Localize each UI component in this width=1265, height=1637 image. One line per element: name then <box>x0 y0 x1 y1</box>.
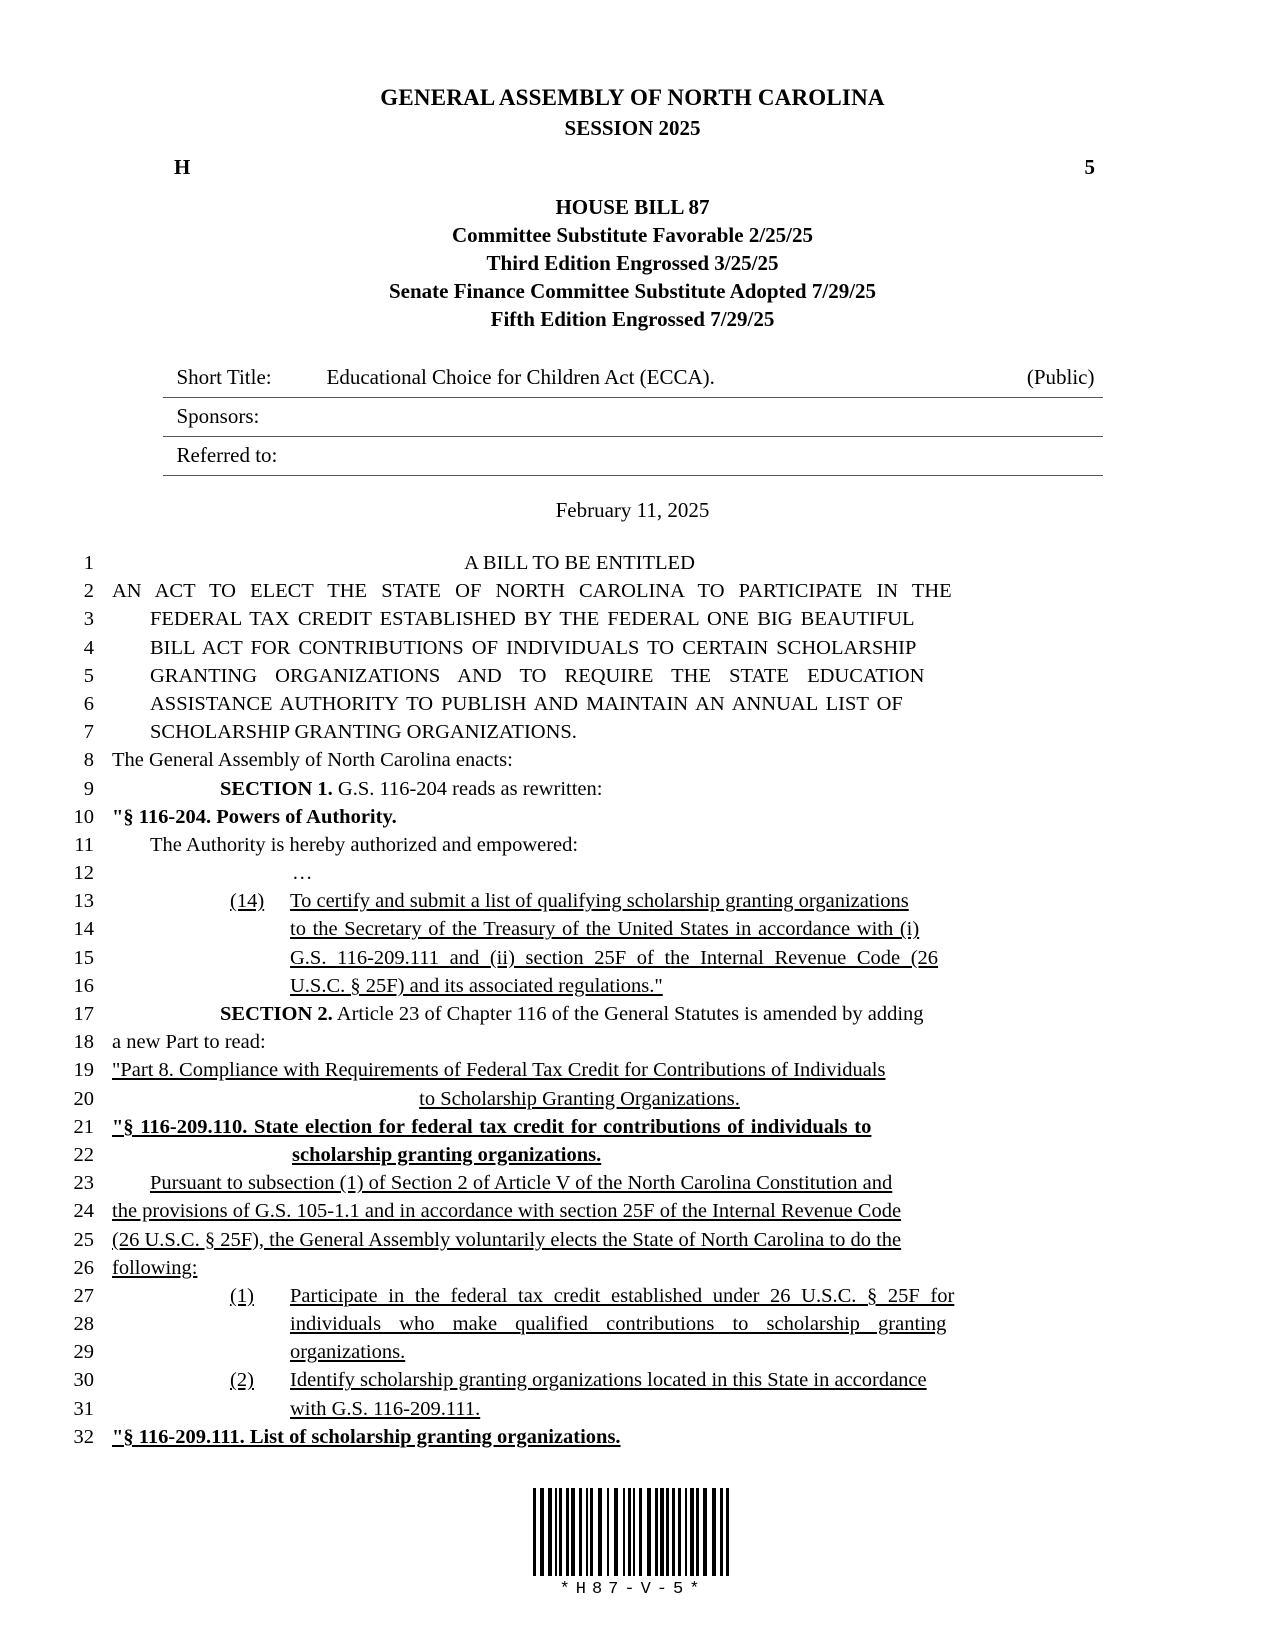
text-line <box>0 1423 1265 1451</box>
text-line <box>0 605 1265 633</box>
line-number: 28 <box>73 1313 94 1336</box>
referred-value <box>327 437 957 476</box>
item-text-underlined: U.S.C. § 25F) and its associated regulations." <box>290 974 663 997</box>
line-text: AN ACT TO ELECT THE STATE OF NORTH CAROLINA TO PARTICIPATE IN THE <box>112 580 952 603</box>
line-text <box>112 1366 1047 1394</box>
item-text: Participate in the federal tax credit established under 26 U.S.C. § 25F for <box>290 1284 955 1307</box>
line-number: 9 <box>83 777 94 800</box>
text-line <box>0 1056 1265 1084</box>
text-line <box>0 1310 1265 1338</box>
text-line <box>0 662 1265 690</box>
line-number: 26 <box>73 1256 94 1279</box>
barcode-area <box>0 1475 1265 1599</box>
session-title: SESSION 2025 <box>564 116 701 140</box>
sponsors-value <box>327 398 957 437</box>
line-text: (26 U.S.C. § 25F), the General Assembly voluntarily elects the State of North Carolina to do the <box>112 1228 902 1251</box>
line-number: 13 <box>73 890 94 913</box>
section-label: SECTION 2. <box>220 1003 333 1025</box>
line-number: 18 <box>73 1031 94 1054</box>
short-title-value: Educational Choice for Children Act (ECCA). <box>326 365 715 389</box>
barcode-text: *H87-V-5* <box>559 1580 706 1599</box>
item-marker-spacer <box>112 1338 290 1366</box>
text-line <box>0 1113 1265 1141</box>
line-text: "§ 116-209.110. State election for federal tax credit for contributions of individuals to <box>112 1115 872 1138</box>
item-marker-spacer <box>112 944 290 972</box>
line-text <box>112 1169 1085 1197</box>
line-number: 1 <box>83 552 94 574</box>
text-line <box>0 1338 1265 1366</box>
text-line <box>0 887 1265 915</box>
chamber-row <box>0 155 1265 189</box>
item-text: To certify and submit a list of qualifying scholarship granting organizations <box>290 890 909 913</box>
line-number: 8 <box>83 749 94 772</box>
line-text <box>112 1254 1047 1282</box>
line-text <box>112 1282 1047 1310</box>
line-text <box>112 1141 1227 1169</box>
line-text: A BILL TO BE ENTITLED <box>464 552 695 574</box>
line-number: 2 <box>83 580 94 603</box>
item-text: G.S. 116-209.111 and (ii) section 25F of the Internal Revenue Code (26 <box>290 946 939 969</box>
bill-number: HOUSE BILL 87 <box>555 195 710 219</box>
sponsors-spacer <box>957 398 1103 437</box>
bill-edition-3: Senate Finance Committee Substitute Adopted 7/29/25 <box>388 279 877 303</box>
text-line <box>0 859 1265 887</box>
item-text: Identify scholarship granting organizations located in this State in accordance <box>290 1369 927 1392</box>
line-text: The Authority is hereby authorized and empowered: <box>150 833 579 856</box>
public-label: (Public) <box>1026 365 1095 389</box>
text-line <box>0 944 1265 972</box>
line-text <box>112 1423 1047 1451</box>
item-marker: (2) <box>230 1369 254 1392</box>
line-text <box>112 972 1047 1000</box>
line-number: 10 <box>73 805 94 828</box>
line-text: the provisions of G.S. 105-1.1 and in accordance with section 25F of the Internal Revenue Code <box>112 1200 902 1223</box>
line-text <box>112 1338 1047 1366</box>
bill-info-table <box>163 359 1103 475</box>
item-marker: (1) <box>230 1284 254 1307</box>
item-marker-spacer <box>112 1310 290 1338</box>
referred-label: Referred to: <box>176 443 278 467</box>
line-text-underlined: Pursuant to subsection (1) of Section 2 of Article V of the North Carolina Constitution and <box>150 1172 893 1195</box>
line-number: 16 <box>73 974 94 997</box>
line-number: 3 <box>83 608 94 631</box>
bill-body <box>0 549 1265 1451</box>
text-line <box>0 775 1265 803</box>
text-line <box>0 718 1265 746</box>
line-text <box>112 1395 1047 1423</box>
bill-edition-1: Committee Substitute Favorable 2/25/25 <box>451 223 814 247</box>
line-text <box>112 775 1155 803</box>
line-number: 11 <box>74 833 94 856</box>
text-line <box>0 1226 1265 1254</box>
text-line <box>0 1000 1265 1028</box>
barcode-image <box>533 1488 733 1576</box>
line-text: … <box>292 862 313 885</box>
text-line <box>0 690 1265 718</box>
line-number: 14 <box>73 918 94 941</box>
referred-row <box>163 437 1103 476</box>
text-line <box>0 915 1265 943</box>
line-number: 20 <box>73 1087 94 1110</box>
assembly-title: GENERAL ASSEMBLY OF NORTH CAROLINA <box>380 85 885 110</box>
line-text: ASSISTANCE AUTHORITY TO PUBLISH AND MAINTAIN AN ANNUAL LIST OF <box>150 692 903 715</box>
section-text: G.S. 116-204 reads as rewritten: <box>332 777 603 800</box>
info-bottom-rule <box>163 475 1103 476</box>
line-text <box>112 1310 1047 1338</box>
line-text-underlined: "§ 116-209.111. List of scholarship granting organizations. <box>112 1425 621 1448</box>
line-text-underlined: scholarship granting organizations. <box>292 1143 602 1166</box>
text-line <box>0 746 1265 774</box>
text-line <box>0 1028 1265 1056</box>
section-text: Article 23 of Chapter 116 of the General Statutes is amended by adding <box>332 1003 924 1025</box>
masthead <box>0 0 1265 143</box>
line-text: FEDERAL TAX CREDIT ESTABLISHED BY THE FEDERAL ONE BIG BEAUTIFUL <box>150 608 915 631</box>
text-line <box>0 1169 1265 1197</box>
item-marker: (14) <box>230 890 265 913</box>
line-text <box>112 915 1047 943</box>
text-line <box>0 803 1265 831</box>
text-line <box>0 1085 1265 1113</box>
line-number: 6 <box>83 692 94 715</box>
line-number: 7 <box>83 721 94 744</box>
line-number: 25 <box>73 1228 94 1251</box>
text-line <box>0 577 1265 605</box>
line-text: GRANTING ORGANIZATIONS AND TO REQUIRE THE STATE EDUCATION <box>150 664 925 687</box>
bill-edition-2: Third Edition Engrossed 3/25/25 <box>486 251 779 275</box>
line-number: 30 <box>73 1369 94 1392</box>
short-title-row <box>163 359 1103 398</box>
text-line <box>0 1282 1265 1310</box>
sponsors-row <box>163 398 1103 437</box>
line-text <box>112 887 1047 915</box>
referred-spacer <box>957 437 1103 476</box>
text-line <box>0 1254 1265 1282</box>
bill-edition-4: Fifth Edition Engrossed 7/29/25 <box>490 307 775 331</box>
line-text-underlined: following: <box>112 1256 198 1279</box>
item-text: to the Secretary of the Treasury of the United States in accordance with (i) <box>290 918 920 941</box>
short-title-label: Short Title: <box>176 365 272 389</box>
text-line <box>0 1141 1265 1169</box>
item-text <box>290 1338 1047 1366</box>
text-line <box>0 1197 1265 1225</box>
line-number: 12 <box>73 862 94 885</box>
line-number: 31 <box>73 1397 94 1420</box>
item-text-underlined: organizations. <box>290 1341 406 1364</box>
line-text: The General Assembly of North Carolina enacts: <box>112 749 513 772</box>
line-number: 23 <box>73 1172 94 1195</box>
sponsors-label: Sponsors: <box>176 404 260 428</box>
line-number: 24 <box>73 1200 94 1223</box>
item-text-underlined: with G.S. 116-209.111. <box>290 1397 481 1420</box>
line-text: a new Part to read: <box>112 1031 266 1054</box>
text-line <box>0 634 1265 662</box>
line-number: 5 <box>83 664 94 687</box>
line-number: 29 <box>73 1341 94 1364</box>
item-text: individuals who make qualified contributions to scholarship granting <box>290 1313 947 1336</box>
bill-date: February 11, 2025 <box>555 498 710 522</box>
line-text: "§ 116-204. Powers of Authority. <box>112 805 397 828</box>
line-number: 4 <box>83 636 94 659</box>
text-line <box>0 972 1265 1000</box>
section-label: SECTION 1. <box>220 777 333 800</box>
line-number: 21 <box>73 1115 94 1138</box>
line-text-underlined: to Scholarship Granting Organizations. <box>419 1087 740 1110</box>
line-text <box>112 1085 1047 1113</box>
line-text: BILL ACT FOR CONTRIBUTIONS OF INDIVIDUALS TO CERTAIN SCHOLARSHIP <box>150 636 917 659</box>
bill-heading <box>0 193 1265 333</box>
item-marker-spacer <box>112 972 290 1000</box>
text-line <box>0 1366 1265 1394</box>
line-number: 22 <box>73 1143 94 1166</box>
text-line <box>0 1395 1265 1423</box>
line-text: SCHOLARSHIP GRANTING ORGANIZATIONS. <box>150 721 577 744</box>
text-line <box>0 549 1265 577</box>
line-text: "Part 8. Compliance with Requirements of Federal Tax Credit for Contributions of Individuals <box>112 1059 886 1082</box>
line-number: 19 <box>73 1059 94 1082</box>
text-line <box>0 831 1265 859</box>
line-text <box>112 944 1047 972</box>
line-number: 27 <box>73 1284 94 1307</box>
item-marker-spacer <box>112 915 290 943</box>
edition-number: 5 <box>1084 155 1095 179</box>
item-text <box>290 972 1047 1000</box>
line-text <box>112 1000 1155 1028</box>
item-text <box>290 1395 1047 1423</box>
line-number: 15 <box>73 946 94 969</box>
item-marker-spacer <box>112 1395 290 1423</box>
chamber-letter: H <box>174 155 191 179</box>
line-number: 32 <box>73 1425 94 1448</box>
line-number: 17 <box>73 1003 94 1025</box>
